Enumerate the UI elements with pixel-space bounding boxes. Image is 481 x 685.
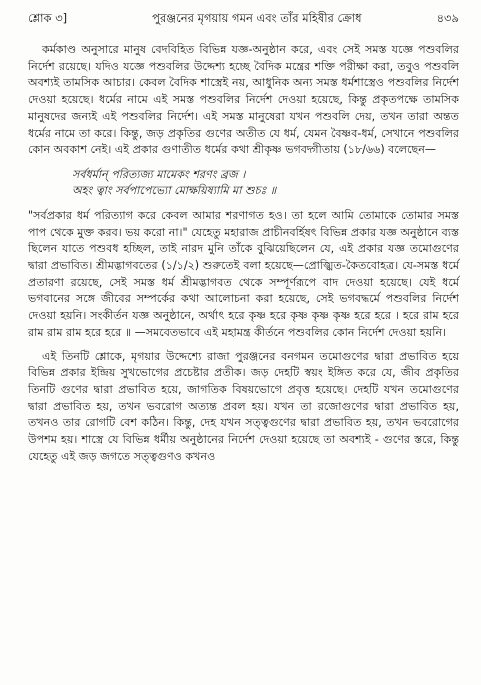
quoted-verse	[72, 167, 459, 200]
verse-line-1: সর্বধর্মান্ পরিত্যজ্য মামেকং শরণং ব্রজ ।	[72, 167, 246, 181]
page-number: ৪৩৯	[436, 11, 459, 25]
paragraph-3: এই তিনটি শ্লোকে, মৃগয়ার উদ্দেশ্যে রাজা পুরঞ্জনের বনগমন তমোগুণের দ্বারা প্রভাবিত হয়ে বিভিন্ন প্রকার ইন্দ্রিয় সুখভোগের প্রচেষ্টার প্রতীক। জড় দেহটি স্বয়ং ইঙ্গিত করে যে, জীব প্রকৃতির তিনটি গুণের দ্বারা প্রভাবিত হয়ে, জাগতিক বিষয়ভোগে প্রবৃত্ত হয়েছে। দেহটি যখন তমোগুণের দ্বারা প্রভাবিত হয়, তখন ভবরোগ অত্যন্ত প্রবল হয়। যখন তা রজোগুণের দ্বারা প্রভাবিত হয়, তখনও তার রোগটি বেশ কঠিন। কিন্তু, দেহ যখন সত্ত্বগুণের দ্বারা প্রভাবিত হয়, তখন ভবরোগের উপশম হয়। শাস্ত্রে যে বিভিন্ন ধর্মীয় অনুষ্ঠানের নির্দেশ দেওয়া হয়েছে তা অবশ্যই - গুণের স্তরে, কিন্তু যেহেতু এই জড় জগতে সত্ত্বগুণও কখনও	[28, 349, 459, 463]
paragraph-2: "সর্বপ্রকার ধর্ম পরিত্যাগ করে কেবল আমার শরণাগত হও। তা হলে আমি তোমাকে তোমার সমস্ত পাপ থেকে মুক্ত করব। ভয় করো না।" যেহেতু মহারাজ প্রাচীনবর্হিষৎ বিভিন্ন প্রকার যজ্ঞ অনুষ্ঠানে ব্যস্ত ছিলেন যাতে পশুবধ হচ্ছিল, তাই নারদ মুনি তাঁকে বুঝিয়েছিলেন যে, এই প্রকার যজ্ঞ তমোগুণের দ্বারা প্রভাবিত। শ্রীমদ্ভাগবতের (১/১/২) শুরুতেই বলা হয়েছে—প্রোজ্ঝিত-কৈতবোহত্র। যে-সমস্ত ধর্মে প্রতারণা রয়েছে, সেই সমস্ত ধর্ম শ্রীমদ্ভাগবত থেকে সম্পূর্ণরূপে বাদ দেওয়া হয়েছে। যেই ধর্মে ভগবানের সঙ্গে জীবের সম্পর্কের কথা আলোচনা করা হয়েছে, সেই ভগবদ্ধর্মে পশুবলির নির্দেশ দেওয়া হয়নি। সংকীর্তন যজ্ঞ অনুষ্ঠানে, অর্থাৎ হরে কৃষ্ণ হরে কৃষ্ণ কৃষ্ণ কৃষ্ণ হরে হরে । হরে রাম হরে রাম রাম রাম হরে হরে ॥ —সমবেতভাবে এই মহামন্ত্র কীর্তনে পশুবলির কোন নির্দেশ দেওয়া হয়নি।	[28, 208, 459, 339]
running-title: পুরঞ্জনের মৃগয়ায় গমন এবং তাঁর মহিষীর ক্রোধ	[152, 11, 362, 25]
paragraph-1: কর্মকাণ্ড অনুসারে মানুষ বেদবিহিত বিভিন্ন যজ্ঞ-অনুষ্ঠান করে, এবং সেই সমস্ত যজ্ঞে পশুবলির নির্দেশ রয়েছে। যদিও যজ্ঞে পশুবলির উদ্দেশ্য হচ্ছে বৈদিক মন্ত্রের শক্তি পরীক্ষা করা, তবুও পশুবলি অবশ্যই তামসিক আচার। কেবল বৈদিক শাস্ত্রেই নয়, আধুনিক অন্য সমস্ত ধর্মশাস্ত্রেও পশুবলির নির্দেশ দেওয়া হয়েছে। ধর্মের নামে এই সমস্ত পশুবলির নির্দেশ দেওয়া হয়েছে, কিন্তু প্রকৃতপক্ষে তামসিক মানুষদের জন্যই এই পশুবলির নির্দেশ। এই সমস্ত মানুষেরা যখন পশুবলি দেয়, তখন তারা অন্তত ধর্মের নামে তা করে। কিন্তু, জড় প্রকৃতির গুণের অতীত যে ধর্ম, যেমন বৈষ্ণব-ধর্ম, সেখানে পশুবলির কোন অবকাশ নেই। এই প্রকার গুণাতীত ধর্মের কথা শ্রীকৃষ্ণ ভগবদ্গীতায় (১৮/৬৬) বলেছেন—	[28, 43, 459, 157]
page-body	[28, 42, 459, 465]
verse-line-2: অহং ত্বাং সর্বপাপেভ্যো মোক্ষয়িষ্যামি মা শুচঃ ॥	[72, 184, 277, 198]
running-header	[28, 8, 459, 28]
chapter-verse-ref: শ্লোক ৩]	[28, 11, 68, 25]
